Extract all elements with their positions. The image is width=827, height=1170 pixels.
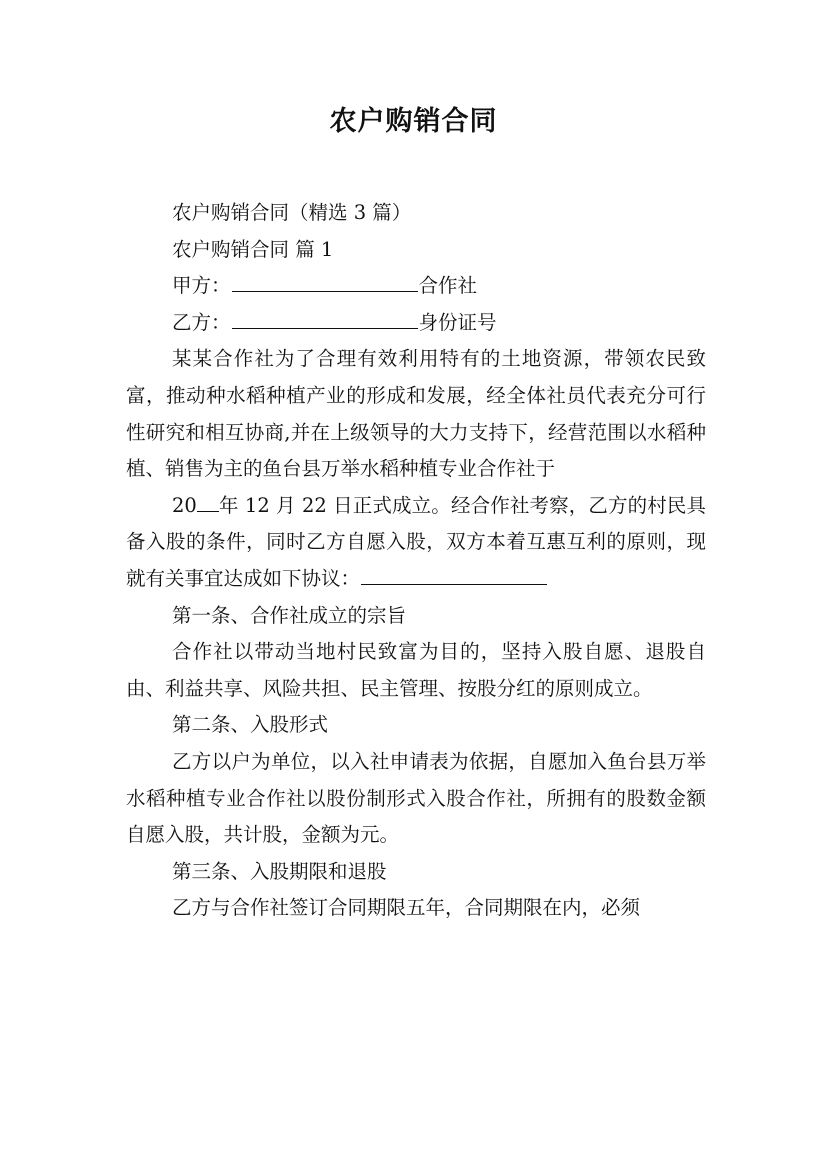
party-b-blank <box>232 306 418 329</box>
article-3-text: 乙方与合作社签订合同期限五年，合同期限在内，必须 <box>172 896 641 920</box>
document-subtitle: 农户购销合同（精选 3 篇） <box>172 201 412 224</box>
party-b-suffix: 身份证号 <box>418 310 497 334</box>
article-1-text: 合作社以带动当地村民致富为目的，坚持入股自愿、退股自由、利益共享、风险共担、民主管理、按股分红的原则成立。 <box>126 640 706 700</box>
section-heading: 农户购销合同 篇 1 <box>172 237 334 261</box>
intro-paragraph: 某某合作社为了合理有效利用特有的土地资源，带领农民致富，推动种水稻种植产业的形成和发展，经全体社员代表充分可行性研究和相互协商,并在上级领导的大力支持下，经营范围以水稻种植、销售为主的鱼台县万举水稻种植专业合作社于 <box>126 347 706 481</box>
article-3-heading: 第三条、入股期限和退股 <box>172 859 387 883</box>
party-a-suffix: 合作社 <box>418 274 478 298</box>
party-b-line <box>126 305 706 342</box>
year-prefix: 20 <box>172 493 197 517</box>
party-a-line <box>126 268 706 305</box>
article-2-text: 乙方以户为单位，以入社申请表为依据，自愿加入鱼台县万举水稻种植专业合作社以股份制形式入股合作社，所拥有的股数金额自愿入股，共计股，金额为元。 <box>126 749 706 847</box>
date-paragraph <box>126 488 706 598</box>
agreement-blank <box>361 562 547 585</box>
article-2-heading: 第二条、入股形式 <box>172 713 329 737</box>
document-title: 农户购销合同 <box>329 106 498 137</box>
party-a-label: 甲方： <box>172 274 231 298</box>
document-body <box>126 195 706 927</box>
date-paragraph-text: 年 12 月 22 日正式成立。经合作社考察，乙方的村民具备入股的条件，同时乙方自愿入股，双方本着互惠互利的原则，现就有关事宜达成如下协议： <box>126 493 706 590</box>
article-1-heading: 第一条、合作社成立的宗旨 <box>172 603 407 627</box>
party-b-label: 乙方： <box>172 310 231 334</box>
year-blank <box>197 489 219 512</box>
party-a-blank <box>232 269 418 292</box>
